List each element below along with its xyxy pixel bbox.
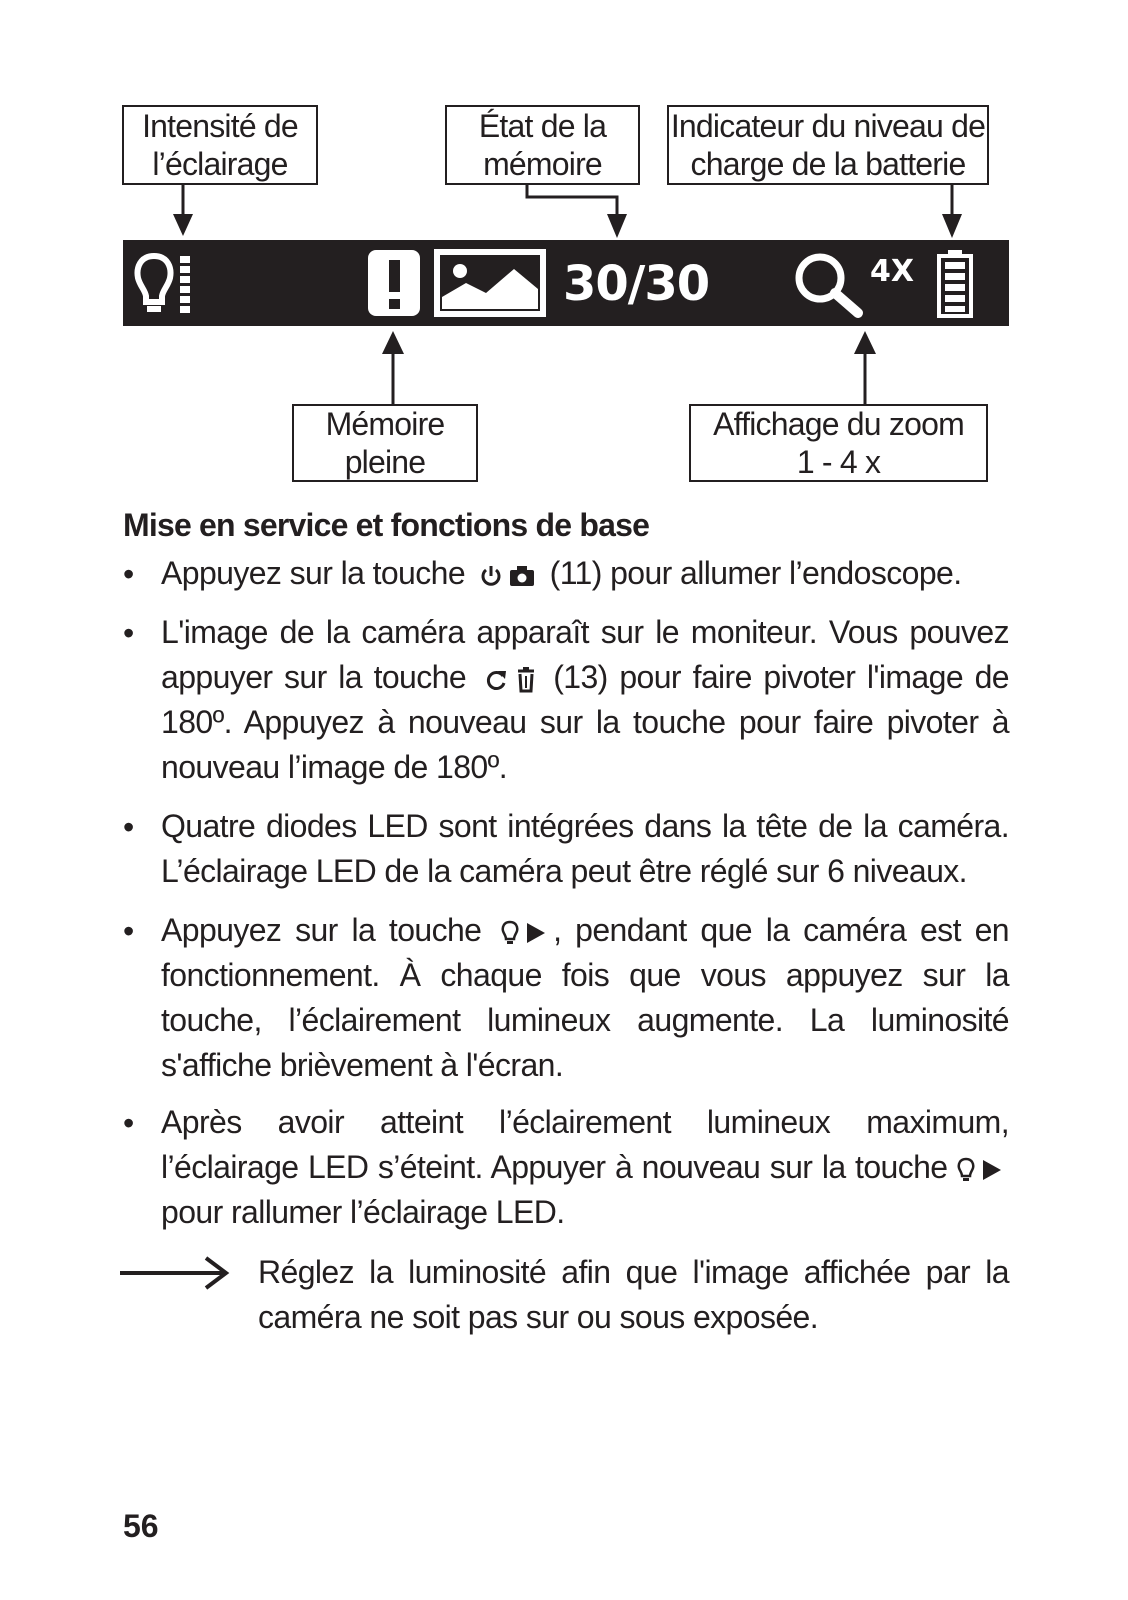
paragraph-rotate-image	[161, 610, 1009, 790]
paragraph-text: Appuyez sur la touche	[161, 912, 482, 948]
callout-line: mémoire	[483, 146, 602, 182]
paragraph-text: Appuyez sur la touche	[161, 555, 466, 591]
paragraph-text: Après avoir atteint l’éclairement lumineux maximum, l’éclairage LED s’éteint. Appuyer à nouveau sur la touche	[161, 1104, 1009, 1185]
light-bulb-icon	[957, 1157, 975, 1183]
arrow-down-icon	[607, 214, 627, 238]
paragraph-text: , pendant que la caméra est en fonctionnement. À chaque fois que vous appuyez sur la touche, l’éclairement lumineux augmente. La luminosité s'affiche brièvement à l'écran.	[161, 912, 1010, 1083]
paragraph-led-levels	[161, 804, 1009, 894]
paragraph-text: L'image de la caméra apparaît sur le moniteur. Vous pouvez appuyer sur la touche	[161, 614, 1009, 695]
trash-icon	[516, 667, 536, 693]
callout-line: Mémoire	[325, 406, 445, 442]
callout-line: 1 - 4 x	[796, 444, 881, 480]
callout-line: pleine	[344, 444, 426, 480]
paragraph-text: (13) pour faire pivoter l'image de 180º. Appuyez à nouveau sur la touche pour faire pivoter à nouveau l’image de 180º.	[161, 659, 1009, 785]
play-arrow-icon	[981, 1158, 1003, 1182]
callout-line: l’éclairage	[152, 146, 288, 182]
paragraph-brightness-button	[161, 908, 1009, 1088]
zoom-level-label: 4X	[870, 254, 915, 289]
arrow-up-icon	[382, 331, 404, 354]
rotate-icon	[484, 668, 510, 692]
paragraph-power-on	[161, 551, 1009, 596]
callout-line: Affichage du zoom	[713, 406, 964, 442]
bullet: •	[123, 615, 135, 651]
photo-counter: 30/30	[563, 256, 710, 312]
light-bulb-icon	[501, 920, 519, 946]
bullet: •	[123, 556, 135, 592]
paragraph-text: pour rallumer l’éclairage LED.	[161, 1194, 565, 1230]
camera-icon	[509, 565, 535, 587]
callout-line: Intensité de	[142, 108, 298, 144]
arrow-down-icon	[942, 214, 962, 238]
bullet: •	[123, 809, 135, 845]
arrow-up-icon	[854, 331, 876, 354]
callout-arrows	[0, 0, 1128, 500]
play-arrow-icon	[525, 921, 547, 945]
power-icon	[479, 564, 503, 588]
paragraph-led-off	[161, 1100, 1009, 1235]
arrow-down-icon	[173, 214, 193, 236]
note-brightness: Réglez la luminosité afin que l'image affichée par la caméra ne soit pas sur ou sous exposée.	[258, 1254, 1009, 1335]
section-title: Mise en service et fonctions de base	[123, 507, 650, 543]
page-number: 56	[123, 1508, 159, 1544]
note-arrow-icon	[120, 1256, 232, 1290]
bullet: •	[123, 913, 135, 949]
paragraph-text: (11) pour allumer l’endoscope.	[549, 555, 962, 591]
callout-line: État de la	[478, 108, 607, 144]
callout-line: charge de la batterie	[690, 146, 966, 182]
paragraph-text: Quatre diodes LED sont intégrées dans la tête de la caméra. L’éclairage LED de la caméra peut être réglé sur 6 niveaux.	[161, 808, 1009, 889]
bullet: •	[123, 1105, 135, 1141]
callout-line: Indicateur du niveau de	[670, 108, 986, 144]
